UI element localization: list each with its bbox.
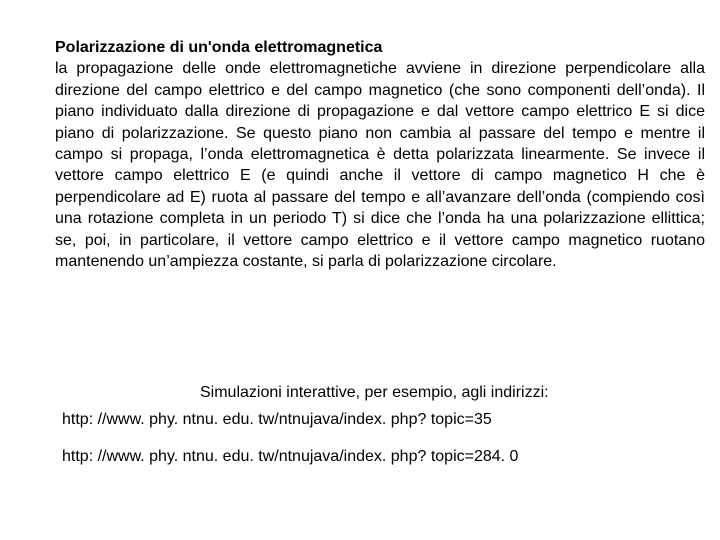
- body-paragraph: la propagazione delle onde elettromagnetiche avviene in direzione perpendicolare alla direzione del campo elettrico e del campo magnetico (che sono componenti dell’onda). Il piano individuato dalla direzione di propagazione e dal vettore campo elettrico E si dice piano di polarizzazione. Se questo piano non cambia al passare del tempo e mentre il campo si propaga, l’onda elettromagnetica è detta polarizzata linearmente. Se invece il vettore campo elettrico E (e quindi anche il vettore di campo magnetico H che è perpendicolare ad E) ruota al passare del tempo e all’avanzare dell’onda (compiendo così una rotazione completa in un periodo T) si dice che l’onda ha una polarizzazione ellittica; se, poi, in particolare, il vettore campo elettrico e il vettore campo magnetico ruotano mantenendo un’ampiezza costante, si parla di polarizzazione circolare.: [55, 60, 705, 271]
- simulation-link-1[interactable]: http: //www. phy. ntnu. edu. tw/ntnujava/index. php? topic=35: [62, 411, 492, 428]
- simulations-intro: Simulazioni interattive, per esempio, agli indirizzi:: [200, 384, 549, 401]
- slide-title: Polarizzazione di un'onda elettromagnetica: [55, 39, 383, 56]
- main-text-block: [55, 37, 705, 272]
- simulation-link-2[interactable]: http: //www. phy. ntnu. edu. tw/ntnujava/index. php? topic=284. 0: [62, 448, 519, 465]
